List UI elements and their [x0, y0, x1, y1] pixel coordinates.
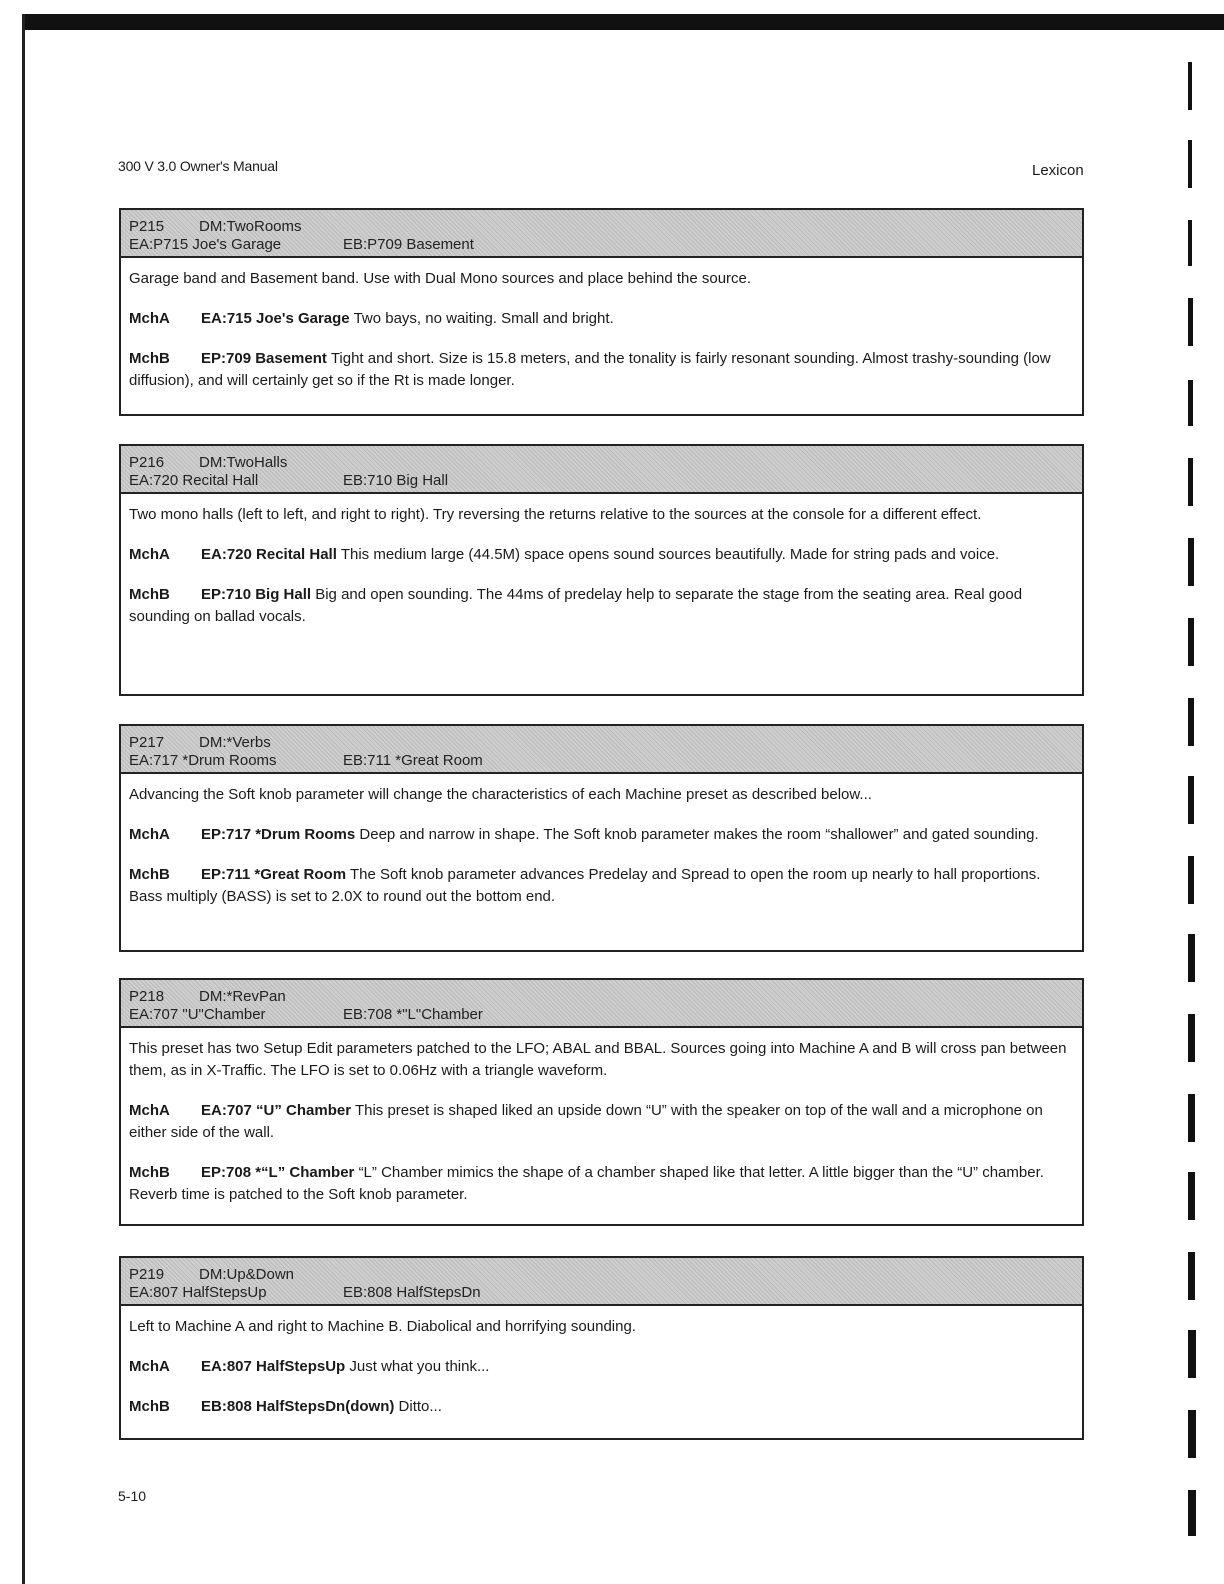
manual-title: 300 V 3.0 Owner's Manual: [118, 158, 278, 174]
preset-name: DM:TwoRooms: [199, 218, 302, 235]
machine-b-preset: EB:708 *"L"Chamber: [343, 1006, 483, 1023]
machine-a-label: MchA: [129, 1358, 170, 1375]
machine-a-entry: [129, 308, 1076, 330]
machine-b-name: EP:710 Big Hall: [201, 586, 312, 603]
machine-b-label: MchB: [129, 350, 170, 367]
machine-a-text: This medium large (44.5M) space opens sound sources beautifully. Made for string pads and voice.: [340, 546, 1000, 563]
machine-b-text: “L” Chamber mimics the shape of a chamber shaped like that letter. A little bigger than the “U” chamber. Reverb time is patched to the Soft knob parameter.: [129, 1164, 1044, 1203]
preset-number: P219: [129, 1266, 165, 1283]
machine-b-label: MchB: [129, 866, 170, 883]
machine-b-text: Tight and short. Size is 15.8 meters, and the tonality is fairly resonant sounding. Almost trashy-sounding (low diffusion), and will certainly get so if the Rt is made longer.: [129, 350, 1051, 389]
machine-a-entry: [129, 1356, 1076, 1378]
machine-a-text: Deep and narrow in shape. The Soft knob parameter makes the room “shallower” and gated sounding.: [359, 826, 1039, 843]
preset-description: Left to Machine A and right to Machine B. Diabolical and horrifying sounding.: [129, 1318, 636, 1335]
preset-name: DM:*Verbs: [199, 734, 271, 751]
preset-header: [121, 726, 1082, 774]
preset-description: Two mono halls (left to left, and right to right). Try reversing the returns relative to the sources at the console for a different effect.: [129, 506, 982, 523]
machine-b-entry: [129, 348, 1076, 392]
machine-a-name: EA:715 Joe's Garage: [201, 310, 350, 327]
machine-a-name: EA:720 Recital Hall: [201, 546, 337, 563]
machine-a-label: MchA: [129, 1102, 170, 1119]
preset-header: [121, 1258, 1082, 1306]
machine-a-label: MchA: [129, 546, 170, 563]
machine-a-preset: EA:720 Recital Hall: [129, 472, 259, 489]
machine-b-name: EP:709 Basement: [201, 350, 327, 367]
machine-a-text: Just what you think...: [349, 1358, 490, 1375]
machine-b-entry: [129, 584, 1076, 628]
preset-number: P218: [129, 988, 165, 1005]
preset-box-p219: [119, 1256, 1084, 1440]
binding-marks: [1180, 0, 1224, 1584]
preset-number: P215: [129, 218, 165, 235]
machine-b-text: Big and open sounding. The 44ms of predelay help to separate the stage from the seating area. Real good sounding on ballad vocals.: [129, 586, 1023, 625]
machine-b-entry: [129, 864, 1076, 908]
preset-number: P217: [129, 734, 165, 751]
machine-a-entry: [129, 544, 1076, 566]
machine-b-name: EP:708 *“L” Chamber: [201, 1164, 355, 1181]
machine-b-preset: EB:P709 Basement: [343, 236, 474, 253]
preset-description: This preset has two Setup Edit parameters patched to the LFO; ABAL and BBAL. Sources going into Machine A and B will cross pan between them, as in X-Traffic. The LFO is set to 0.06Hz with a triangle waveform.: [129, 1040, 1067, 1079]
machine-a-name: EP:717 *Drum Rooms: [201, 826, 356, 843]
machine-a-name: EA:807 HalfStepsUp: [201, 1358, 346, 1375]
preset-header: [121, 210, 1082, 258]
machine-b-text: Ditto...: [398, 1398, 442, 1415]
preset-description: Advancing the Soft knob parameter will change the characteristics of each Machine preset as described below...: [129, 786, 872, 803]
machine-b-label: MchB: [129, 586, 170, 603]
preset-box-p218: [119, 978, 1084, 1226]
machine-a-text: Two bays, no waiting. Small and bright.: [353, 310, 614, 327]
preset-box-p215: [119, 208, 1084, 416]
machine-a-preset: EA:707 "U"Chamber: [129, 1006, 266, 1023]
machine-a-entry: [129, 824, 1076, 846]
machine-b-entry: [129, 1396, 1076, 1418]
machine-a-preset: EA:807 HalfStepsUp: [129, 1284, 267, 1301]
left-edge-line: [22, 14, 25, 1584]
preset-header: [121, 446, 1082, 494]
machine-b-label: MchB: [129, 1398, 170, 1415]
preset-box-p216: [119, 444, 1084, 696]
preset-name: DM:Up&Down: [199, 1266, 295, 1283]
top-edge-bar: [22, 14, 1224, 30]
preset-description: Garage band and Basement band. Use with Dual Mono sources and place behind the source.: [129, 270, 752, 287]
machine-b-preset: EB:808 HalfStepsDn: [343, 1284, 481, 1301]
machine-b-name: EB:808 HalfStepsDn(down): [201, 1398, 395, 1415]
machine-b-preset: EB:710 Big Hall: [343, 472, 449, 489]
preset-number: P216: [129, 454, 165, 471]
preset-header: [121, 980, 1082, 1028]
machine-b-preset: EB:711 *Great Room: [343, 752, 483, 769]
machine-a-preset: EA:P715 Joe's Garage: [129, 236, 282, 253]
machine-a-text: This preset is shaped liked an upside down “U” with the speaker on top of the wall and a microphone on either side of the wall.: [129, 1102, 1043, 1141]
preset-name: DM:*RevPan: [199, 988, 286, 1005]
machine-a-preset: EA:717 *Drum Rooms: [129, 752, 277, 769]
page-number: 5-10: [118, 1488, 147, 1504]
machine-b-entry: [129, 1162, 1076, 1206]
machine-a-name: EA:707 “U” Chamber: [201, 1102, 352, 1119]
preset-box-p217: [119, 724, 1084, 952]
brand-name: Lexicon: [1032, 162, 1084, 179]
machine-a-label: MchA: [129, 826, 170, 843]
machine-b-name: EP:711 *Great Room: [201, 866, 347, 883]
machine-a-label: MchA: [129, 310, 170, 327]
machine-a-entry: [129, 1100, 1076, 1144]
machine-b-text: The Soft knob parameter advances Predelay and Spread to open the room up nearly to hall proportions. Bass multiply (BASS) is set to 2.0X to round out the bottom end.: [129, 866, 1041, 905]
preset-name: DM:TwoHalls: [199, 454, 288, 471]
machine-b-label: MchB: [129, 1164, 170, 1181]
